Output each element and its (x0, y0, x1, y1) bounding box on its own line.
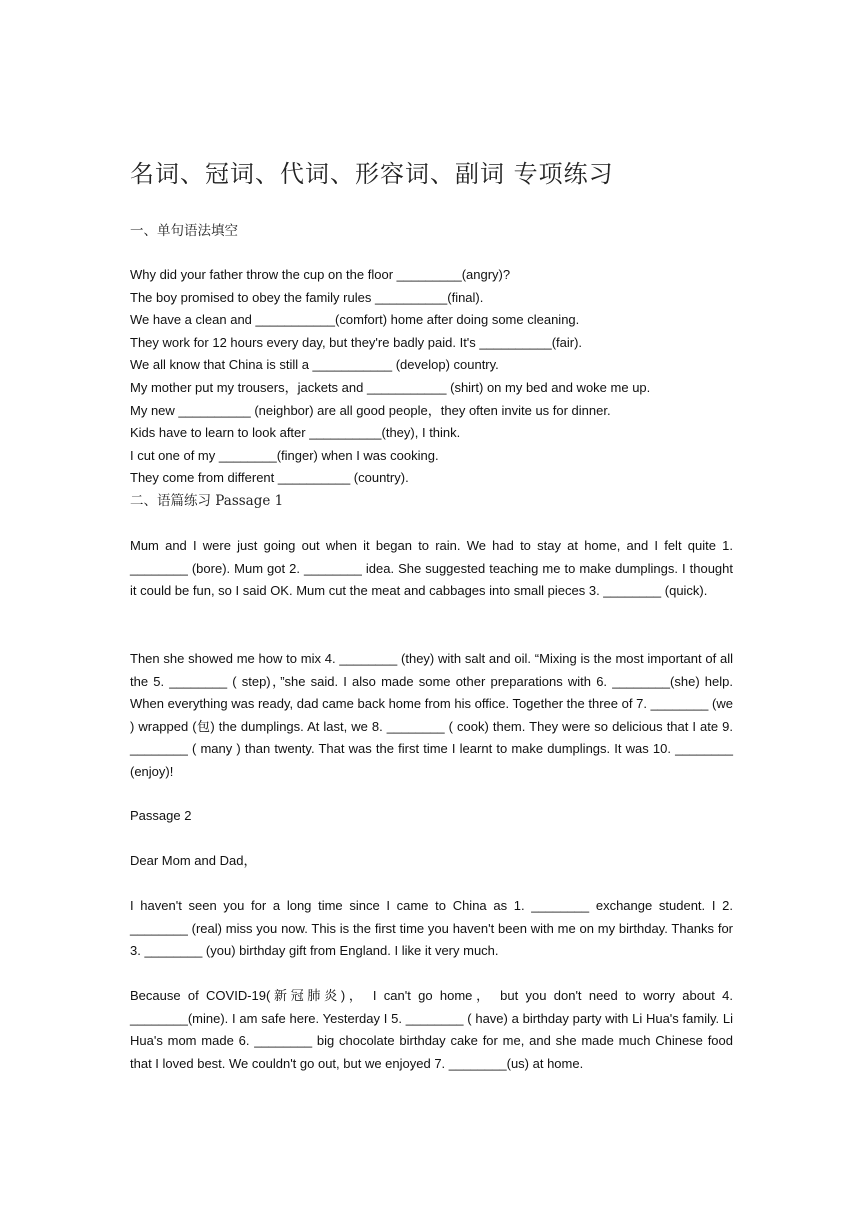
passage2-paragraph: Because of COVID-19(新冠肺炎)， I can't go home， but you don't need to worry about 4. ________(mine). I am safe here. Yesterday I 5. ________ ( have) a birthday party with Li Hua's family. Li Hua's mom made 6. ________ big chocolate birthday cake for me, and she made much Chinese food that I loved best. We couldn't go out, but we enjoyed 7. ________(us) at home. (130, 988, 733, 1071)
sentence-item: My mother put my trousers，jackets and ___________ (shirt) on my bed and woke me up. (130, 379, 651, 395)
sentence-item: They come from different __________ (country). (130, 470, 409, 486)
section1-heading: 一、单句语法填空 (130, 223, 238, 239)
sentence-item: Kids have to learn to look after __________(they), I think. (130, 425, 461, 441)
page-title: 名词、冠词、代词、形容词、副词 专项练习 (130, 160, 614, 188)
sentence-item: My new __________ (neighbor) are all good people，they often invite us for dinner. (130, 402, 611, 418)
sentence-item: We have a clean and ___________(comfort) home after doing some cleaning. (130, 312, 580, 328)
letter-salutation: Dear Mom and Dad， (130, 853, 257, 868)
sentence-item: I cut one of my ________(finger) when I was cooking. (130, 447, 439, 463)
passage1-paragraph: Then she showed me how to mix 4. ________ (they) with salt and oil. “Mixing is the most important of all the 5. ________ ( step)，”she said. I also made some other preparations with 6. ________(she) help. When everything was ready, dad came back home from his office. Together the three of 7. ________ (we ) wrapped (包) the dumplings. At last, we 8. ________ ( cook) them. They were so delicious that I ate 9. ________ ( many ) than twenty. That was the first time I learnt to make dumplings. It was 10. ________ (enjoy)! (130, 651, 733, 779)
passage2-paragraph: I haven't seen you for a long time since I came to China as 1. ________ exchange student. I 2. ________ (real) miss you now. This is the first time you haven't been with me on my birthday. Thanks for 3. ________ (you) birthday gift from England. I like it very much. (130, 898, 733, 959)
passage2-label: Passage 2 (130, 808, 192, 823)
sentence-item: We all know that China is still a ___________ (develop) country. (130, 357, 499, 373)
sentence-item: They work for 12 hours every day, but they're badly paid. It's __________(fair). (130, 334, 583, 350)
passage1-paragraph: Mum and I were just going out when it began to rain. We had to stay at home, and I felt quite 1. ________ (bore). Mum got 2. ________ idea. She suggested teaching me to make dumplings. I thought it could be fun, so I said OK. Mum cut the meat and cabbages into small pieces 3. ________ (quick). (130, 538, 733, 599)
sentence-item: Why did your father throw the cup on the floor _________(angry)? (130, 267, 511, 282)
sentence-list (130, 264, 733, 490)
section2-heading: 二、语篇练习 Passage 1 (130, 493, 284, 509)
sentence-item: The boy promised to obey the family rules __________(final). (130, 289, 484, 305)
